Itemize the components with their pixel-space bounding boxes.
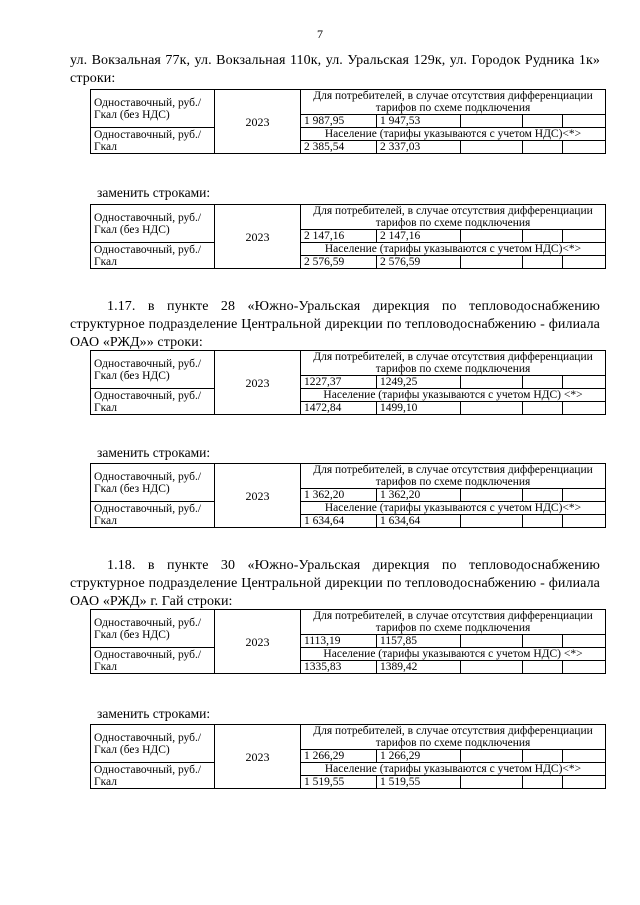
empty-cell — [461, 115, 523, 128]
empty-cell — [563, 115, 606, 128]
replace-label-3: заменить строками: — [97, 706, 211, 721]
row-name-with-vat: Одноставочный, руб./Гкал — [91, 502, 215, 528]
empty-cell — [461, 402, 523, 415]
empty-cell — [563, 515, 606, 528]
value-cell: 2 147,16 — [377, 230, 461, 243]
empty-cell — [461, 776, 523, 789]
value-cell: 1 987,95 — [301, 115, 377, 128]
value-cell: 1 947,53 — [377, 115, 461, 128]
empty-cell — [563, 376, 606, 389]
consumer-header: Для потребителей, в случае отсутствия дифференциации тарифов по схеме подключения — [301, 351, 606, 376]
row-name-with-vat: Одноставочный, руб./Гкал — [91, 389, 215, 415]
row-name-with-vat: Одноставочный, руб./Гкал — [91, 648, 215, 674]
value-cell: 1389,42 — [377, 661, 461, 674]
row-name-no-vat: Одноставочный, руб./Гкал (без НДС) — [91, 351, 215, 389]
empty-cell — [461, 661, 523, 674]
row-name-with-vat: Одноставочный, руб./Гкал — [91, 243, 215, 269]
value-cell: 1335,83 — [301, 661, 377, 674]
empty-cell — [563, 402, 606, 415]
empty-cell — [523, 635, 563, 648]
tariff-table — [90, 463, 606, 528]
year-cell: 2023 — [215, 351, 301, 415]
empty-cell — [523, 376, 563, 389]
empty-cell — [563, 256, 606, 269]
population-header: Население (тарифы указываются с учетом НДС)<*> — [301, 243, 606, 256]
value-cell: 1249,25 — [377, 376, 461, 389]
value-cell: 1472,84 — [301, 402, 377, 415]
empty-cell — [563, 230, 606, 243]
empty-cell — [523, 256, 563, 269]
value-cell: 2 385,54 — [301, 141, 377, 154]
page-number: 7 — [317, 27, 323, 41]
tariff-table — [90, 204, 606, 269]
row-name-no-vat: Одноставочный, руб./Гкал (без НДС) — [91, 464, 215, 502]
empty-cell — [523, 750, 563, 763]
tariff-table — [90, 724, 606, 789]
value-cell: 2 576,59 — [377, 256, 461, 269]
empty-cell — [523, 489, 563, 502]
value-cell: 1227,37 — [301, 376, 377, 389]
empty-cell — [523, 515, 563, 528]
tariff-table — [90, 350, 606, 415]
replace-label-1: заменить строками: — [97, 185, 211, 200]
empty-cell — [523, 402, 563, 415]
population-header: Население (тарифы указываются с учетом НДС)<*> — [301, 502, 606, 515]
value-cell: 1157,85 — [377, 635, 461, 648]
row-name-no-vat: Одноставочный, руб./Гкал (без НДС) — [91, 610, 215, 648]
value-cell: 1 362,20 — [377, 489, 461, 502]
year-cell: 2023 — [215, 464, 301, 528]
year-cell: 2023 — [215, 205, 301, 269]
empty-cell — [563, 489, 606, 502]
empty-cell — [461, 141, 523, 154]
consumer-header: Для потребителей, в случае отсутствия дифференциации тарифов по схеме подключения — [301, 205, 606, 230]
replace-label-2: заменить строками: — [97, 445, 211, 460]
consumer-header: Для потребителей, в случае отсутствия дифференциации тарифов по схеме подключения — [301, 610, 606, 635]
empty-cell — [523, 230, 563, 243]
value-cell: 1113,19 — [301, 635, 377, 648]
row-name-no-vat: Одноставочный, руб./Гкал (без НДС) — [91, 90, 215, 128]
year-cell: 2023 — [215, 725, 301, 789]
empty-cell — [461, 750, 523, 763]
empty-cell — [461, 489, 523, 502]
row-name-no-vat: Одноставочный, руб./Гкал (без НДС) — [91, 205, 215, 243]
paragraph-1-18: 1.18. в пункте 30 «Южно-Уральская дирекция по тепловодоснабжению структурное подразделение Центральной дирекции по тепловодоснабжению - филиала ОАО «РЖД» г. Гай строки: — [70, 558, 600, 609]
value-cell: 1 519,55 — [377, 776, 461, 789]
empty-cell — [461, 230, 523, 243]
tariff-table — [90, 89, 606, 154]
value-cell: 1 266,29 — [301, 750, 377, 763]
empty-cell — [563, 661, 606, 674]
consumer-header: Для потребителей, в случае отсутствия дифференциации тарифов по схеме подключения — [301, 725, 606, 750]
tariff-table — [90, 609, 606, 674]
empty-cell — [523, 661, 563, 674]
empty-cell — [563, 635, 606, 648]
intro-paragraph: ул. Вокзальная 77к, ул. Вокзальная 110к, ул. Уральская 129к, ул. Городок Рудника 1к» строки: — [70, 53, 600, 86]
value-cell: 2 147,16 — [301, 230, 377, 243]
empty-cell — [563, 141, 606, 154]
empty-cell — [563, 776, 606, 789]
empty-cell — [461, 376, 523, 389]
value-cell: 1 266,29 — [377, 750, 461, 763]
empty-cell — [461, 515, 523, 528]
population-header: Население (тарифы указываются с учетом НДС) <*> — [301, 389, 606, 402]
consumer-header: Для потребителей, в случае отсутствия дифференциации тарифов по схеме подключения — [301, 464, 606, 489]
row-name-no-vat: Одноставочный, руб./Гкал (без НДС) — [91, 725, 215, 763]
row-name-with-vat: Одноставочный, руб./Гкал — [91, 128, 215, 154]
year-cell: 2023 — [215, 90, 301, 154]
value-cell: 2 576,59 — [301, 256, 377, 269]
paragraph-1-17: 1.17. в пункте 28 «Южно-Уральская дирекция по тепловодоснабжению структурное подразделение Центральной дирекции по тепловодоснабжению - филиала ОАО «РЖД»» строки: — [70, 299, 600, 350]
empty-cell — [563, 750, 606, 763]
population-header: Население (тарифы указываются с учетом НДС)<*> — [301, 128, 606, 141]
value-cell: 1 362,20 — [301, 489, 377, 502]
year-cell: 2023 — [215, 610, 301, 674]
value-cell: 1 634,64 — [301, 515, 377, 528]
row-name-with-vat: Одноставочный, руб./Гкал — [91, 763, 215, 789]
empty-cell — [461, 256, 523, 269]
empty-cell — [523, 776, 563, 789]
empty-cell — [461, 635, 523, 648]
consumer-header: Для потребителей, в случае отсутствия дифференциации тарифов по схеме подключения — [301, 90, 606, 115]
value-cell: 1 634,64 — [377, 515, 461, 528]
empty-cell — [523, 115, 563, 128]
empty-cell — [523, 141, 563, 154]
population-header: Население (тарифы указываются с учетом НДС) <*> — [301, 648, 606, 661]
value-cell: 2 337,03 — [377, 141, 461, 154]
value-cell: 1499,10 — [377, 402, 461, 415]
value-cell: 1 519,55 — [301, 776, 377, 789]
population-header: Население (тарифы указываются с учетом НДС)<*> — [301, 763, 606, 776]
